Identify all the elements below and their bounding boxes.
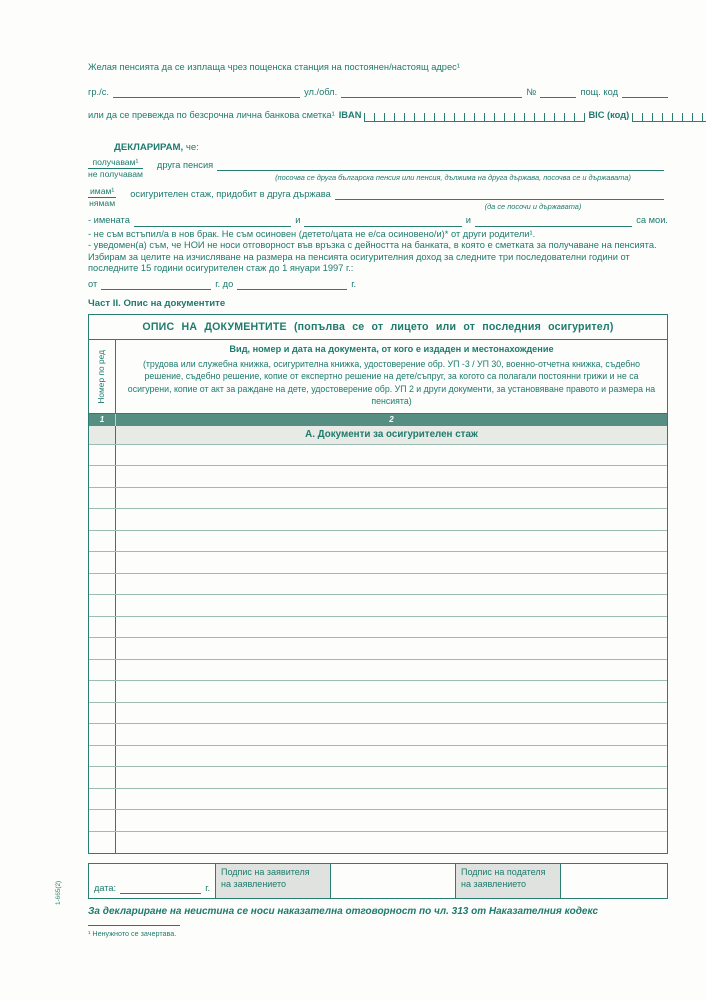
comb-cell[interactable] — [574, 113, 585, 122]
row-document-cell[interactable] — [116, 767, 667, 788]
table-row — [89, 660, 667, 682]
have-option-no[interactable]: нямам — [89, 197, 116, 208]
table-row — [89, 681, 667, 703]
row-number-cell[interactable] — [89, 552, 116, 573]
street-label: ул./обл. — [304, 86, 338, 97]
table-row — [89, 531, 667, 553]
table-row — [89, 445, 667, 467]
row-document-cell[interactable] — [116, 617, 667, 638]
table-row — [89, 767, 667, 789]
have-option-yes[interactable]: имам¹ — [90, 186, 115, 196]
name-input-line-2[interactable] — [304, 216, 461, 227]
section-a-label: А. Документи за осигурителен стаж — [305, 429, 478, 441]
col2-header-desc: (трудова или служебна книжка, осигурителна книжка, удостоверение обр. УП -3 / УП 30, военно-отчетна книжка, съдебно решение, съдебно решение, копие от експертно решение на дете/съпруг, за когото са полагали постоянни грижи и не са осигурени, копие от акт за раждане на дете, удостоверение обр. УП 2 и други документи, за установяване правото и размера на пенсията) — [127, 358, 656, 407]
table-row — [89, 466, 667, 488]
table-row — [89, 574, 667, 596]
row-number-cell[interactable] — [89, 509, 116, 530]
row-number-cell[interactable] — [89, 488, 116, 509]
footnote: ¹ Ненужното се зачертава. — [88, 928, 177, 938]
section-a-row — [89, 426, 667, 445]
table-row — [89, 552, 667, 574]
comb-cell[interactable] — [444, 113, 454, 122]
period-from-label: от — [88, 278, 98, 289]
other-pension-input-line[interactable] — [217, 160, 664, 171]
row-number-cell[interactable] — [89, 789, 116, 810]
table-row — [89, 810, 667, 832]
income-statement: Избирам за целите на изчисляване на размера на пенсията осигурителния доход за следните три последователни години от последните 15 години осигурителен стаж до 1 януари 1997 г.: — [88, 251, 630, 273]
have-option[interactable] — [88, 186, 116, 208]
column-number-2: 2 — [389, 414, 394, 424]
part2-title: Част II. Опис на документите — [88, 298, 226, 309]
documents-table — [88, 314, 668, 855]
iban-comb-field[interactable] — [364, 113, 585, 122]
table-row — [89, 724, 667, 746]
col2-header-bold: Вид, номер и дата на документа, от кого е издаден и местонахождение — [229, 344, 554, 354]
bic-label: BIC (код) — [588, 110, 630, 120]
comb-cell[interactable] — [652, 113, 662, 122]
declaration-heading: ДЕКЛАРИРАМ, че: — [114, 141, 199, 153]
foreign-service-label: осигурителен стаж, придобит в друга държава — [130, 188, 331, 199]
column-number-band — [89, 414, 667, 426]
row-number-cell[interactable] — [89, 660, 116, 681]
row-number-cell[interactable] — [89, 617, 116, 638]
period-row — [88, 279, 418, 291]
period-end-label: г. — [351, 278, 357, 289]
table-row — [89, 832, 667, 854]
comb-cell[interactable] — [544, 113, 554, 122]
comb-cell[interactable] — [504, 113, 514, 122]
comb-cell[interactable] — [554, 113, 564, 122]
comb-cell[interactable] — [672, 113, 682, 122]
row-number-cell[interactable] — [89, 574, 116, 595]
name-input-line-3[interactable] — [475, 216, 632, 227]
bank-label: или да се превежда по безсрочна лична банкова сметка¹ — [88, 110, 335, 120]
number-input-line[interactable] — [540, 87, 576, 98]
row-document-cell[interactable] — [116, 681, 667, 702]
marriage-statement: - не съм встъпил/а в нов брак. Не съм осиновен (детето/цата не е/са осиновено/и)* от други родители¹. — [88, 228, 536, 239]
comb-cell[interactable] — [632, 113, 642, 122]
row-document-cell[interactable] — [116, 746, 667, 767]
comb-cell[interactable] — [702, 113, 706, 122]
period-to-input-line[interactable] — [237, 279, 347, 290]
table-row — [89, 595, 667, 617]
names-label: - имената — [88, 215, 130, 225]
row-document-cell[interactable] — [116, 445, 667, 466]
comb-cell[interactable] — [642, 113, 652, 122]
name-input-line-1[interactable] — [134, 216, 291, 227]
period-mid-label: г. до — [215, 278, 234, 289]
comb-cell[interactable] — [494, 113, 504, 122]
comb-cell[interactable] — [534, 113, 544, 122]
row-number-cell[interactable] — [89, 767, 116, 788]
city-label: гр./с. — [88, 86, 109, 97]
comb-cell[interactable] — [564, 113, 574, 122]
other-pension-hint: (посочва се друга българска пенсия или пенсия, дължима на друга държава, посочва се и държавата) — [275, 173, 631, 182]
applicant-signature-label-cell: Подпис на заявителя на заявлението — [216, 864, 331, 898]
comb-cell[interactable] — [384, 113, 394, 122]
comb-cell[interactable] — [374, 113, 384, 122]
row-number-cell[interactable] — [89, 832, 116, 854]
table-body — [89, 445, 667, 854]
row-document-cell[interactable] — [116, 509, 667, 530]
comb-cell[interactable] — [414, 113, 424, 122]
comb-cell[interactable] — [364, 113, 374, 122]
table-row — [89, 703, 667, 725]
comb-cell[interactable] — [454, 113, 464, 122]
comb-cell[interactable] — [484, 113, 494, 122]
comb-cell[interactable] — [394, 113, 404, 122]
date-input-line[interactable] — [120, 883, 201, 894]
perjury-warning: За деклариране на неистина се носи наказателна отговорност по чл. 313 от Наказателния кодекс — [88, 906, 599, 918]
row-document-cell[interactable] — [116, 660, 667, 681]
period-from-input-line[interactable] — [101, 279, 211, 290]
row-document-cell[interactable] — [116, 552, 667, 573]
row-number-cell[interactable] — [89, 638, 116, 659]
bank-row — [88, 110, 668, 122]
date-label: дата: — [94, 882, 117, 893]
city-input-line[interactable] — [113, 87, 300, 98]
comb-cell[interactable] — [692, 113, 702, 122]
iban-label: IBAN — [338, 110, 362, 120]
applicant-signature-area[interactable] — [331, 864, 456, 898]
row-document-cell[interactable] — [116, 789, 667, 810]
row-number-cell[interactable] — [89, 810, 116, 831]
names-and-1: и — [295, 215, 301, 225]
col2-header-cell — [116, 340, 667, 413]
submitter-signature-label-cell: Подпис на подателя на заявлението — [456, 864, 561, 898]
column-number-1: 1 — [89, 414, 116, 426]
row-number-cell[interactable] — [89, 466, 116, 487]
row-document-cell[interactable] — [116, 810, 667, 831]
receive-option-no[interactable]: не получавам — [88, 168, 143, 179]
table-row — [89, 488, 667, 510]
postcode-input-line[interactable] — [622, 87, 668, 98]
comb-cell[interactable] — [682, 113, 692, 122]
row-document-cell[interactable] — [116, 488, 667, 509]
table-row — [89, 638, 667, 660]
comb-cell[interactable] — [424, 113, 434, 122]
row-number-cell[interactable] — [89, 746, 116, 767]
submitter-signature-area[interactable] — [561, 864, 667, 898]
row-document-cell[interactable] — [116, 638, 667, 659]
payment-intro: Желая пенсията да се изплаща чрез пощенска станция на постоянен/настоящ адрес¹ — [88, 62, 460, 72]
row-document-cell[interactable] — [116, 703, 667, 724]
foreign-service-input-line[interactable] — [335, 189, 664, 200]
number-label: № — [526, 86, 537, 97]
comb-cell[interactable] — [404, 113, 414, 122]
row-document-cell[interactable] — [116, 531, 667, 552]
row-number-cell[interactable] — [89, 595, 116, 616]
other-pension-label: друга пенсия — [156, 159, 214, 170]
names-and-2: и — [465, 215, 471, 225]
comb-cell[interactable] — [524, 113, 534, 122]
names-row — [88, 215, 668, 227]
row-document-cell[interactable] — [116, 574, 667, 595]
footnote-rule — [88, 925, 180, 926]
section-a-col1 — [89, 426, 116, 444]
address-row — [88, 87, 668, 99]
row-number-cell[interactable] — [89, 703, 116, 724]
comb-cell[interactable] — [514, 113, 524, 122]
comb-cell[interactable] — [662, 113, 672, 122]
form-code: 1-665(2) — [55, 880, 62, 905]
row-number-cell[interactable] — [89, 724, 116, 745]
names-tail: са мои. — [636, 215, 668, 225]
col1-header-label: Номер по ред — [96, 349, 107, 404]
receive-option-yes[interactable]: получавам¹ — [88, 157, 143, 169]
documents-table-header — [89, 340, 667, 414]
comb-cell[interactable] — [434, 113, 444, 122]
row-number-cell[interactable] — [89, 531, 116, 552]
table-row — [89, 746, 667, 768]
row-number-cell[interactable] — [89, 445, 116, 466]
comb-cell[interactable] — [464, 113, 474, 122]
postcode-label: пощ. код — [580, 86, 618, 97]
row-number-cell[interactable] — [89, 681, 116, 702]
noi-statement: - уведомен(а) съм, че НОИ не носи отговорност във връзка с дейността на банката, в която е сметката за получаване на пенсията. — [88, 240, 657, 250]
table-row — [89, 789, 667, 811]
signature-block — [88, 863, 668, 899]
comb-cell[interactable] — [474, 113, 484, 122]
col1-header-cell — [89, 340, 116, 413]
bic-comb-field[interactable] — [632, 113, 706, 122]
table-row — [89, 509, 667, 531]
documents-table-title: ОПИС НА ДОКУМЕНТИТЕ (попълва се от лицето или от последния осигурител) — [89, 315, 667, 341]
row-document-cell[interactable] — [116, 724, 667, 745]
date-cell — [89, 864, 216, 898]
date-year-label: г. — [205, 882, 210, 893]
row-document-cell[interactable] — [116, 595, 667, 616]
row-document-cell[interactable] — [116, 466, 667, 487]
street-input-line[interactable] — [341, 87, 522, 98]
foreign-service-hint: (да се посочи и държавата) — [484, 202, 582, 211]
receive-option[interactable] — [88, 157, 143, 179]
table-row — [89, 617, 667, 639]
row-document-cell[interactable] — [116, 832, 667, 854]
